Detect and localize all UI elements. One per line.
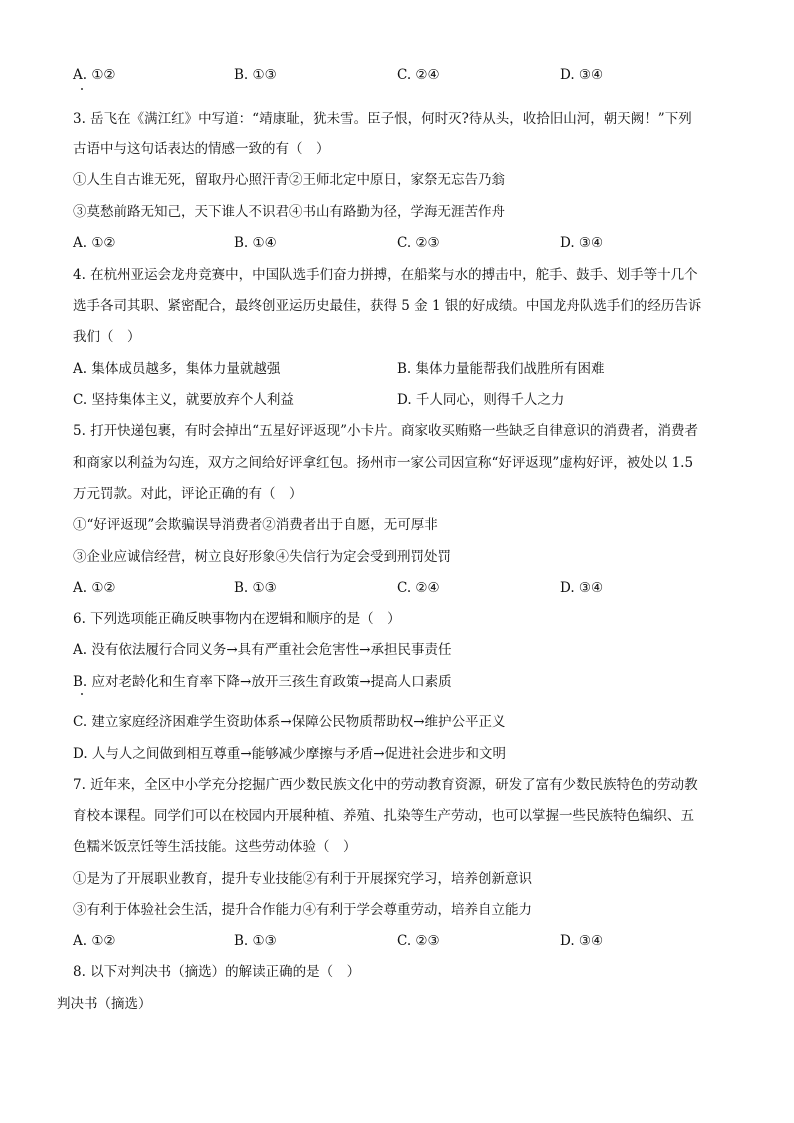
q3-option-b[interactable]: B. ①④ (234, 235, 277, 251)
q4-option-d[interactable]: D. 千人同心，则得千人之力 (397, 392, 565, 408)
q6-stem: 6. 下列选项能正确反映事物内在逻辑和顺序的是（ ） (73, 611, 401, 627)
q6-option-d[interactable]: D. 人与人之间做到相互尊重→能够减少摩擦与矛盾→促进社会进步和文明 (73, 746, 507, 762)
q3-item-line-1: ①人生自古谁无死，留取丹心照汗青②王师北定中原日，家祭无忘告乃翁 (73, 172, 505, 188)
q5-options (73, 579, 733, 597)
q5-stem-line-3: 万元罚款。对此，评论正确的有（ ） (73, 486, 303, 502)
stray-mark (81, 88, 83, 90)
q7-stem-line-1: 7. 近年来，全区中小学充分挖掘广西少数民族文化中的劳动教育资源，研发了富有少数民族特色的劳动教 (73, 777, 698, 793)
q6-option-c[interactable]: C. 建立家庭经济困难学生资助体系→保障公民物质帮助权→维护公平正义 (73, 714, 506, 730)
q7-option-d[interactable]: D. ③④ (560, 933, 604, 949)
option-d[interactable]: D. ③④ (560, 67, 604, 83)
option-a[interactable]: A. ①② (73, 67, 116, 83)
q3-item-line-2: ③莫愁前路无知己，天下谁人不识君④书山有路勤为径，学海无涯苦作舟 (73, 204, 505, 220)
q4-options-row-1 (73, 360, 733, 378)
option-b[interactable]: B. ①③ (234, 67, 277, 83)
q7-item-line-2: ③有利于体验社会生活，提升合作能力④有利于学会尊重劳动，培养自立能力 (73, 902, 532, 918)
q3-option-d[interactable]: D. ③④ (560, 235, 604, 251)
q4-option-b[interactable]: B. 集体力量能帮我们战胜所有困难 (397, 361, 605, 377)
q3-option-c[interactable]: C. ②③ (397, 235, 440, 251)
q3-option-a[interactable]: A. ①② (73, 235, 116, 251)
prev-question-options (73, 66, 733, 84)
q5-item-line-1: ①“好评返现”会欺骗误导消费者②消费者出于自愿，无可厚非 (73, 517, 438, 533)
q5-item-line-2: ③企业应诚信经营，树立良好形象④失信行为定会受到刑罚处罚 (73, 549, 451, 565)
q5-stem-line-1: 5. 打开快递包裹，有时会掉出“五星好评返现”小卡片。商家收买贿赂一些缺乏自律意识的消费者，消费者 (73, 423, 698, 439)
q4-stem-line-3: 我们（ ） (73, 329, 141, 345)
stray-mark (81, 693, 83, 695)
q4-option-c[interactable]: C. 坚持集体主义，就要放弃个人利益 (73, 392, 294, 408)
q7-stem-line-2: 育校本课程。同学们可以在校园内开展种植、养殖、扎染等生产劳动，也可以掌握一些民族特色编织、五 (73, 808, 694, 824)
q4-stem-line-2: 选手各司其职、紧密配合，最终创亚运历史最佳，获得 5 金 1 银的好成绩。中国龙舟队选手们的经历告诉 (73, 298, 702, 314)
q5-stem-line-2: 和商家以利益为勾连，双方之间给好评拿红包。扬州市一家公司因宣称“好评返现”虚构好评，被处以 1.5 (73, 455, 694, 471)
q4-option-a[interactable]: A. 集体成员越多，集体力量就越强 (73, 361, 281, 377)
q7-options (73, 932, 733, 950)
q3-stem-line-1: 3. 岳飞在《满江红》中写道：“靖康耻，犹未雪。臣子恨，何时灭?待从头，收拾旧山河，朝天阙！”下列 (73, 111, 692, 127)
q7-option-b[interactable]: B. ①③ (234, 933, 277, 949)
q7-option-c[interactable]: C. ②③ (397, 933, 440, 949)
q5-option-c[interactable]: C. ②④ (397, 580, 440, 596)
q8-document-title: 判决书（摘选） (57, 996, 152, 1012)
q6-option-a[interactable]: A. 没有依法履行合同义务→具有严重社会危害性→承担民事责任 (73, 642, 452, 658)
q4-stem-line-1: 4. 在杭州亚运会龙舟竞赛中，中国队选手们奋力拼搏，在船桨与水的搏击中，舵手、鼓手、划手等十几个 (73, 267, 698, 283)
q3-stem-line-2: 古语中与这句话表达的情感一致的有（ ） (73, 141, 330, 157)
q7-item-line-1: ①是为了开展职业教育，提升专业技能②有利于开展探究学习，培养创新意识 (73, 871, 532, 887)
q8-stem: 8. 以下对判决书（摘选）的解读正确的是（ ） (73, 964, 361, 980)
q5-option-d[interactable]: D. ③④ (560, 580, 604, 596)
q3-options (73, 234, 733, 252)
q5-option-a[interactable]: A. ①② (73, 580, 116, 596)
q4-options-row-2 (73, 391, 733, 409)
q7-stem-line-3: 色糯米饭烹饪等生活技能。这些劳动体验（ ） (73, 839, 357, 855)
q6-option-b[interactable]: B. 应对老龄化和生育率下降→放开三孩生育政策→提高人口素质 (73, 674, 452, 690)
option-c[interactable]: C. ②④ (397, 67, 440, 83)
q5-option-b[interactable]: B. ①③ (234, 580, 277, 596)
q7-option-a[interactable]: A. ①② (73, 933, 116, 949)
